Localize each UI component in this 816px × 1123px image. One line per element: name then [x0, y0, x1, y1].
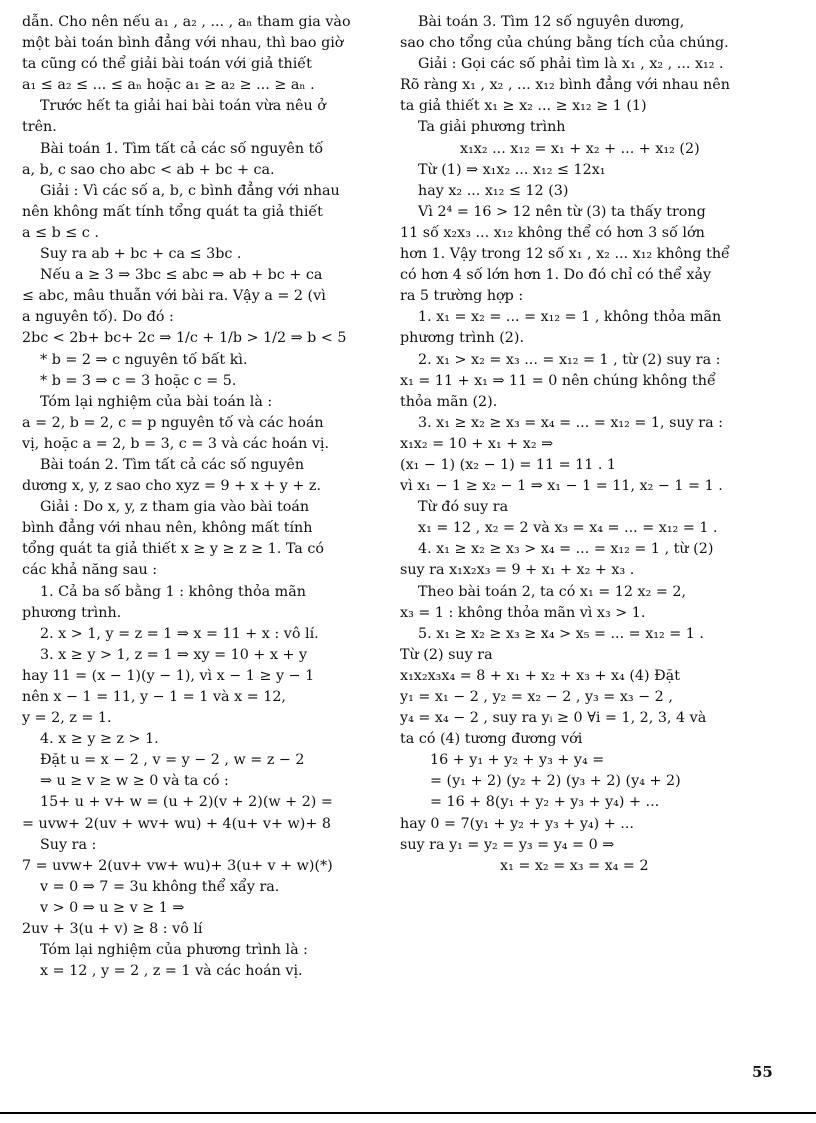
- text-line: nên x − 1 = 11, y − 1 = 1 và x = 12,: [22, 689, 286, 705]
- text-line: (x₁ − 1) (x₂ − 1) = 11 = 11 . 1: [400, 456, 617, 473]
- text-line: tổng quát ta giả thiết x ≥ y ≥ z ≥ 1. Ta có: [22, 541, 324, 558]
- solution-1-start: Giải : Vì các số a, b, c bình đẳng với nhau: [40, 182, 340, 199]
- text-line: ≤ abc, mâu thuẫn với bài ra. Vậy a = 2 (vì: [22, 288, 326, 305]
- text-line: a ≤ b ≤ c .: [22, 224, 99, 241]
- text-line: Vì 2⁴ = 16 > 12 nên từ (3) ta thấy trong: [418, 203, 706, 220]
- text-line: Rõ ràng x₁ , x₂ , ... x₁₂ bình đẳng với nhau nên: [400, 77, 730, 94]
- text-line: Nếu a ≥ 3 ⇒ 3bc ≤ abc ⇒ ab + bc + ca: [40, 267, 323, 284]
- text-line: 2. x > 1, y = z = 1 ⇒ x = 11 + x : vô lí.: [40, 625, 319, 642]
- text-line: a = 2, b = 2, c = p nguyên tố và các hoán: [22, 414, 324, 431]
- formula-line: = uvw+ 2(uv + wv+ wu) + 4(u+ v+ w)+ 8: [22, 815, 331, 832]
- text-line: hơn 1. Vậy trong 12 số x₁ , x₂ ... x₁₂ không thể: [400, 246, 730, 263]
- text-line: có hơn 4 số lớn hơn 1. Do đó chỉ có thể xảy: [400, 267, 712, 284]
- formula-line: = 16 + 8(y₁ + y₂ + y₃ + y₄) + ...: [430, 794, 660, 811]
- case-1: 1. x₁ = x₂ = ... = x₁₂ = 1 , không thỏa mãn: [418, 309, 722, 326]
- text-line: các khả năng sau :: [22, 562, 158, 579]
- text-line: x₁ = 12 , x₂ = 2 và x₃ = x₄ = ... = x₁₂ = 1 .: [418, 520, 718, 537]
- text-line: a nguyên tố). Do đó :: [22, 309, 174, 326]
- solution-2-start: Giải : Do x, y, z tham gia vào bài toán: [40, 499, 310, 516]
- text-line: x₁x₂x₃x₄ = 8 + x₁ + x₂ + x₃ + x₄ (4) Đặt: [400, 667, 680, 684]
- text-line: ⇒ u ≥ v ≥ w ≥ 0 và ta có :: [40, 773, 229, 790]
- text-line: sao cho tổng của chúng bằng tích của chúng.: [400, 35, 729, 52]
- text-line: Tóm lại nghiệm của phương trình là :: [40, 942, 308, 959]
- text-line: một bài toán bình đẳng với nhau, thì bao giờ: [22, 35, 344, 52]
- problem-3-heading: Bài toán 3. Tìm 12 số nguyên dương,: [418, 14, 685, 30]
- formula-line: suy ra y₁ = y₂ = y₃ = y₄ = 0 ⇒: [400, 836, 615, 853]
- formula-line: 15+ u + v+ w = (u + 2)(v + 2)(w + 2) =: [40, 794, 333, 811]
- text-line: 3. x ≥ y > 1, z = 1 ⇒ xy = 10 + x + y: [40, 646, 308, 663]
- case-2: 2. x₁ > x₂ = x₃ ... = x₁₂ = 1 , từ (2) suy ra :: [418, 351, 721, 368]
- formula-line: = (y₁ + 2) (y₂ + 2) (y₃ + 2) (y₄ + 2): [430, 773, 681, 790]
- text-line: phương trình.: [22, 604, 122, 621]
- text-line: x₁x₂ = 10 + x₁ + x₂ ⇒: [400, 435, 554, 452]
- text-line: thỏa mãn (2).: [400, 393, 498, 410]
- text-line: ta cũng có thể giải bài toán với giả thiết: [22, 56, 312, 73]
- formula-line: 2bc < 2b+ bc+ 2c ⇒ 1/c + 1/b > 1/2 ⇒ b < 5: [22, 330, 347, 347]
- text-line: x₃ = 1 : không thỏa mãn vì x₃ > 1.: [400, 604, 646, 621]
- text-line: * b = 3 ⇒ c = 3 hoặc c = 5.: [40, 372, 237, 389]
- text-line: Ta giải phương trình: [418, 119, 566, 136]
- text-line: ra 5 trường hợp :: [400, 288, 524, 305]
- text-line: dương x, y, z sao cho xyz = 9 + x + y + z.: [22, 478, 322, 495]
- text-line: Đặt u = x − 2 , v = y − 2 , w = z − 2: [40, 752, 305, 769]
- text-line: 2uv + 3(u + v) ≥ 8 : vô lí: [22, 921, 203, 938]
- text-line: Từ (1) ⇒ x₁x₂ ... x₁₂ ≤ 12x₁: [418, 161, 606, 178]
- text-line: 1. Cả ba số bằng 1 : không thỏa mãn: [40, 583, 306, 600]
- text-line: ta có (4) tương đương với: [400, 731, 583, 748]
- case-5: 5. x₁ ≥ x₂ ≥ x₃ ≥ x₄ > x₅ = ... = x₁₂ = 1 .: [418, 625, 704, 642]
- text-line: * b = 2 ⇒ c nguyên tố bất kì.: [40, 351, 248, 368]
- problem-1-heading: Bài toán 1. Tìm tất cả các số nguyên tố: [40, 140, 324, 157]
- text-line: bình đẳng với nhau nên, không mất tính: [22, 520, 313, 537]
- text-line: dẫn. Cho nên nếu a₁ , a₂ , ... , aₙ tham gia vào: [22, 14, 351, 30]
- left-column: [22, 12, 394, 982]
- text-line: nên không mất tính tổng quát ta giả thiết: [22, 203, 323, 220]
- footer-rule: [0, 1112, 816, 1114]
- text-line: Suy ra :: [40, 836, 97, 853]
- text-line: a₁ ≤ a₂ ≤ ... ≤ aₙ hoặc a₁ ≥ a₂ ≥ ... ≥ aₙ .: [22, 77, 315, 94]
- formula-line: 7 = uvw+ 2(uv+ vw+ wu)+ 3(u+ v + w)(*): [22, 857, 333, 874]
- text-line: Từ (2) suy ra: [400, 646, 493, 663]
- text-line: v = 0 ⇒ 7 = 3u không thể xẩy ra.: [40, 878, 280, 895]
- text-line: ta giả thiết x₁ ≥ x₂ ... ≥ x₁₂ ≥ 1 (1): [400, 98, 647, 115]
- text-line: 4. x ≥ y ≥ z > 1.: [40, 731, 159, 748]
- page-number: 55: [752, 1063, 773, 1081]
- problem-2-heading: Bài toán 2. Tìm tất cả các số nguyên: [40, 456, 305, 473]
- formula-line: 16 + y₁ + y₂ + y₃ + y₄ =: [430, 752, 605, 769]
- text-line: x = 12 , y = 2 , z = 1 và các hoán vị.: [40, 963, 303, 980]
- formula-line: x₁x₂ ... x₁₂ = x₁ + x₂ + ... + x₁₂ (2): [460, 140, 700, 157]
- formula-line: hay 0 = 7(y₁ + y₂ + y₃ + y₄) + ...: [400, 815, 634, 832]
- text-line: suy ra x₁x₂x₃ = 9 + x₁ + x₂ + x₃ .: [400, 562, 635, 579]
- text-line: Trước hết ta giải hai bài toán vừa nêu ở: [40, 98, 326, 115]
- case-4: 4. x₁ ≥ x₂ ≥ x₃ > x₄ = ... = x₁₂ = 1 , từ (2): [418, 541, 714, 558]
- text-line: a, b, c sao cho abc < ab + bc + ca.: [22, 161, 275, 178]
- text-line: vị, hoặc a = 2, b = 3, c = 3 và các hoán vị.: [22, 435, 330, 452]
- text-line: 11 số x₂x₃ ... x₁₂ không thể có hơn 3 số lớn: [400, 224, 705, 241]
- text-line: Từ đó suy ra: [418, 499, 509, 516]
- text-line: v > 0 ⇒ u ≥ v ≥ 1 ⇒: [40, 899, 185, 916]
- text-line: Theo bài toán 2, ta có x₁ = 12 x₂ = 2,: [418, 583, 687, 600]
- formula-line: x₁ = x₂ = x₃ = x₄ = 2: [500, 857, 649, 874]
- text-line: trên.: [22, 119, 57, 136]
- text-line: y = 2, z = 1.: [22, 710, 112, 727]
- text-line: hay x₂ ... x₁₂ ≤ 12 (3): [418, 182, 569, 199]
- text-line: phương trình (2).: [400, 330, 524, 347]
- right-column: [400, 12, 775, 877]
- text-line: Suy ra ab + bc + ca ≤ 3bc .: [40, 246, 242, 263]
- solution-3-start: Giải : Gọi các số phải tìm là x₁ , x₂ , ... x₁₂ .: [418, 56, 724, 73]
- text-line: hay 11 = (x − 1)(y − 1), vì x − 1 ≥ y − 1: [22, 667, 315, 684]
- text-line: x₁ = 11 + x₁ ⇒ 11 = 0 nên chúng không thể: [400, 372, 716, 389]
- case-3: 3. x₁ ≥ x₂ ≥ x₃ = x₄ = ... = x₁₂ = 1, suy ra :: [418, 414, 724, 431]
- text-line: vì x₁ − 1 ≥ x₂ − 1 ⇒ x₁ − 1 = 11, x₂ − 1 = 1 .: [400, 478, 723, 495]
- text-line: Tóm lại nghiệm của bài toán là :: [40, 393, 273, 410]
- text-line: y₄ = x₄ − 2 , suy ra yᵢ ≥ 0 ∀i = 1, 2, 3, 4 và: [400, 710, 707, 727]
- text-line: y₁ = x₁ − 2 , y₂ = x₂ − 2 , y₃ = x₃ − 2 ,: [400, 689, 673, 705]
